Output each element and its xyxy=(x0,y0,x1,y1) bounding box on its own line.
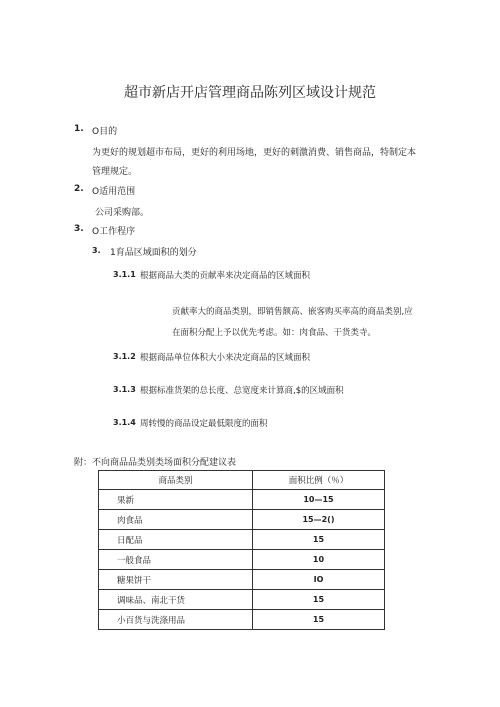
table-row xyxy=(99,510,385,530)
table-row xyxy=(99,490,385,510)
cell-category: 糖果饼干 xyxy=(99,570,253,590)
cell-ratio: 15 xyxy=(253,590,385,610)
item-3-1-2-number: 3.1.2 xyxy=(113,352,136,361)
section-2-body: 公司采购部。 xyxy=(95,208,150,218)
section-1-heading: O目的 xyxy=(92,127,118,137)
area-allocation-table xyxy=(98,470,385,630)
cell-category: 一般食品 xyxy=(99,550,253,570)
item-3-1-1-text: 根据商品大类的贡献率来决定商品的区域面积 xyxy=(140,271,311,281)
header-ratio: 面积比例（％） xyxy=(253,471,385,490)
table-header-row xyxy=(99,471,385,490)
note-line-2: 在面积分配上予以优先考虑。如：肉食品、干货类寺。 xyxy=(172,328,377,338)
cell-ratio: 10—15 xyxy=(253,490,385,510)
section-2-heading: O适用范围 xyxy=(92,187,136,197)
header-category: 商品类别 xyxy=(99,471,253,490)
cell-ratio: 15—2() xyxy=(253,510,385,530)
note-line-1: 贡献率大的商品类别，即销售额高、嵌客购买率高的商品类别,应 xyxy=(172,307,413,317)
section-2-number: 2. xyxy=(74,184,84,194)
table-row xyxy=(99,570,385,590)
cell-category: 调味品、南北干货 xyxy=(99,590,253,610)
item-3-1-2-text: 根据商品单位体积大小来决定商品的区域面积 xyxy=(140,353,311,363)
cell-category: 肉食品 xyxy=(99,510,253,530)
item-3-1-4-text: 周转慢的商品设定最低限度的面积 xyxy=(140,419,268,429)
item-3-1-3-text: 根据标准货架的总长度、总宽度来计算商,$的区域面积 xyxy=(140,386,344,396)
table-row xyxy=(99,590,385,610)
section-1-body-line-2: 管理规定。 xyxy=(92,167,138,177)
item-3-1-4-number: 3.1.4 xyxy=(113,418,136,427)
section-1-number: 1. xyxy=(74,124,84,134)
cell-category: 小百货与洗涤用品 xyxy=(99,610,253,630)
table-row xyxy=(99,610,385,630)
subsection-heading: 1育品区域面积的划分 xyxy=(110,248,197,258)
cell-category: 日配品 xyxy=(99,530,253,550)
item-3-1-1-number: 3.1.1 xyxy=(113,270,136,279)
table-row xyxy=(99,550,385,570)
subsection-number: 3. xyxy=(92,246,101,255)
cell-ratio: 15 xyxy=(253,610,385,630)
table-row xyxy=(99,530,385,550)
cell-ratio: 10 xyxy=(253,550,385,570)
cell-category: 果新 xyxy=(99,490,253,510)
item-3-1-3-number: 3.1.3 xyxy=(113,385,136,394)
cell-ratio: 15 xyxy=(253,530,385,550)
appendix-caption: 附：不向商品品类别类场面积分配建议表 xyxy=(74,458,237,468)
section-3-heading: O工作程序 xyxy=(92,227,136,237)
cell-ratio: IO xyxy=(253,570,385,590)
section-1-body-line-1: 为更好的规划超市布局，更好的利用场地，更好的刺激消费、销售商品，特制定本 xyxy=(92,148,417,158)
section-3-number: 3. xyxy=(74,224,84,234)
document-title: 超市新店开店管理商品陈列区域设计规范 xyxy=(124,85,376,101)
